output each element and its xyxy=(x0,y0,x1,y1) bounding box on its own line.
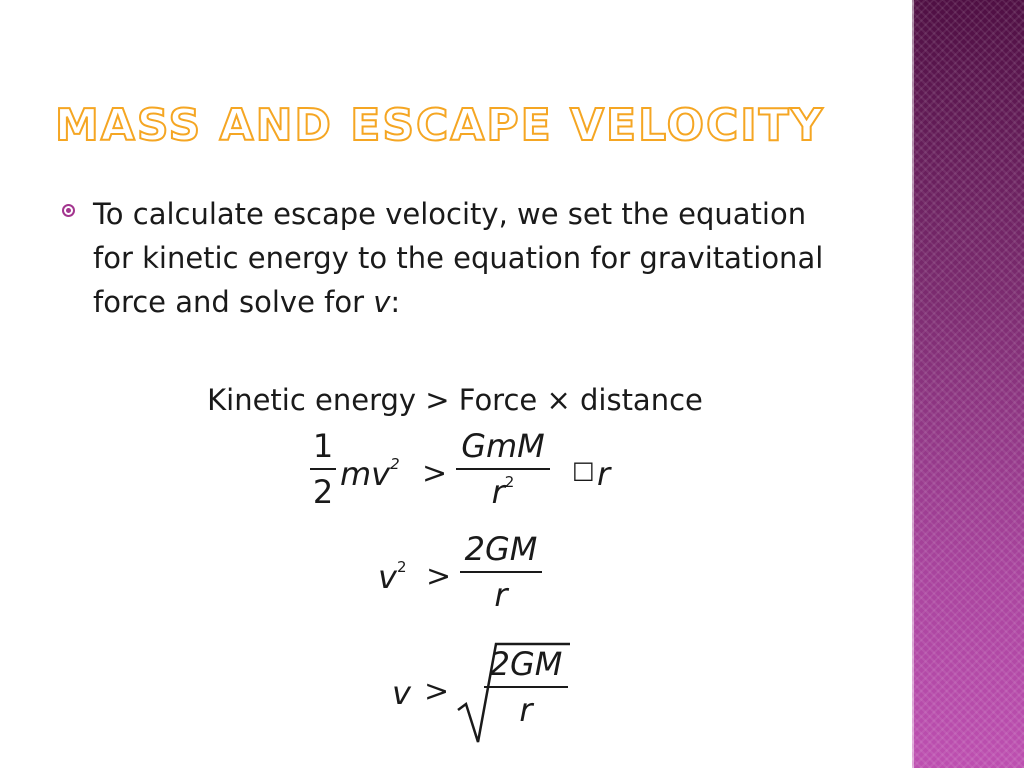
eq1-rhs-den-exponent: 2 xyxy=(504,473,515,491)
eq1-lhs-numerator: 1 xyxy=(312,427,334,465)
eq1-lhs-exponent: 2 xyxy=(390,455,400,473)
eq3-lhs-v: v xyxy=(392,674,411,712)
bullet-variable: v xyxy=(373,285,391,319)
eq1-missing-glyph: □ xyxy=(572,456,595,484)
eq3-rhs-bar xyxy=(484,686,568,688)
eq3-rhs-numerator: 2GM xyxy=(489,645,563,683)
bullet-text xyxy=(93,192,828,324)
eq3-rhs-fraction xyxy=(484,645,568,729)
eq2-lhs-exponent: 2 xyxy=(396,558,407,576)
eq2-rhs-denominator: r xyxy=(494,576,508,614)
eq2-rhs-bar xyxy=(460,571,542,573)
slide-title: MASS AND ESCAPE VELOCITY xyxy=(55,100,825,151)
eq1-lhs-denominator: 2 xyxy=(312,473,334,511)
eq1-lhs-bar xyxy=(310,468,336,470)
eq1-rhs-denominator: r xyxy=(491,473,505,511)
eq2-rhs-fraction xyxy=(460,530,542,614)
eq1-rhs-fraction xyxy=(456,427,550,511)
bullet-text-end: : xyxy=(390,285,401,319)
eq3-rhs-denominator: r xyxy=(519,691,533,729)
eq1-lhs-term xyxy=(340,455,400,493)
bullet-text-main: To calculate escape velocity, we set the equation for kinetic energy to the equation for gravitational force and solve for xyxy=(93,197,824,319)
eq1-lhs-fraction xyxy=(310,427,336,511)
eq1-times-var: r xyxy=(597,455,611,493)
eq2-lhs-term xyxy=(378,558,406,596)
eq1-rhs-numerator: GmM xyxy=(461,427,545,465)
eq3-relation: > xyxy=(424,674,450,709)
eq2-lhs-v: v xyxy=(378,558,397,596)
eq1-rhs-denominator-wrap xyxy=(456,473,550,511)
eq1-lhs-mv: mv xyxy=(340,455,391,493)
eq2-rhs-numerator: 2GM xyxy=(464,530,538,568)
eq1-rhs-bar xyxy=(456,468,550,470)
eq1-relation: > xyxy=(422,456,448,491)
bullet-circle-icon xyxy=(62,204,75,217)
eq2-relation: > xyxy=(426,559,452,594)
decorative-side-panel xyxy=(912,0,1024,768)
relation-line: Kinetic energy > Force × distance xyxy=(207,383,703,417)
